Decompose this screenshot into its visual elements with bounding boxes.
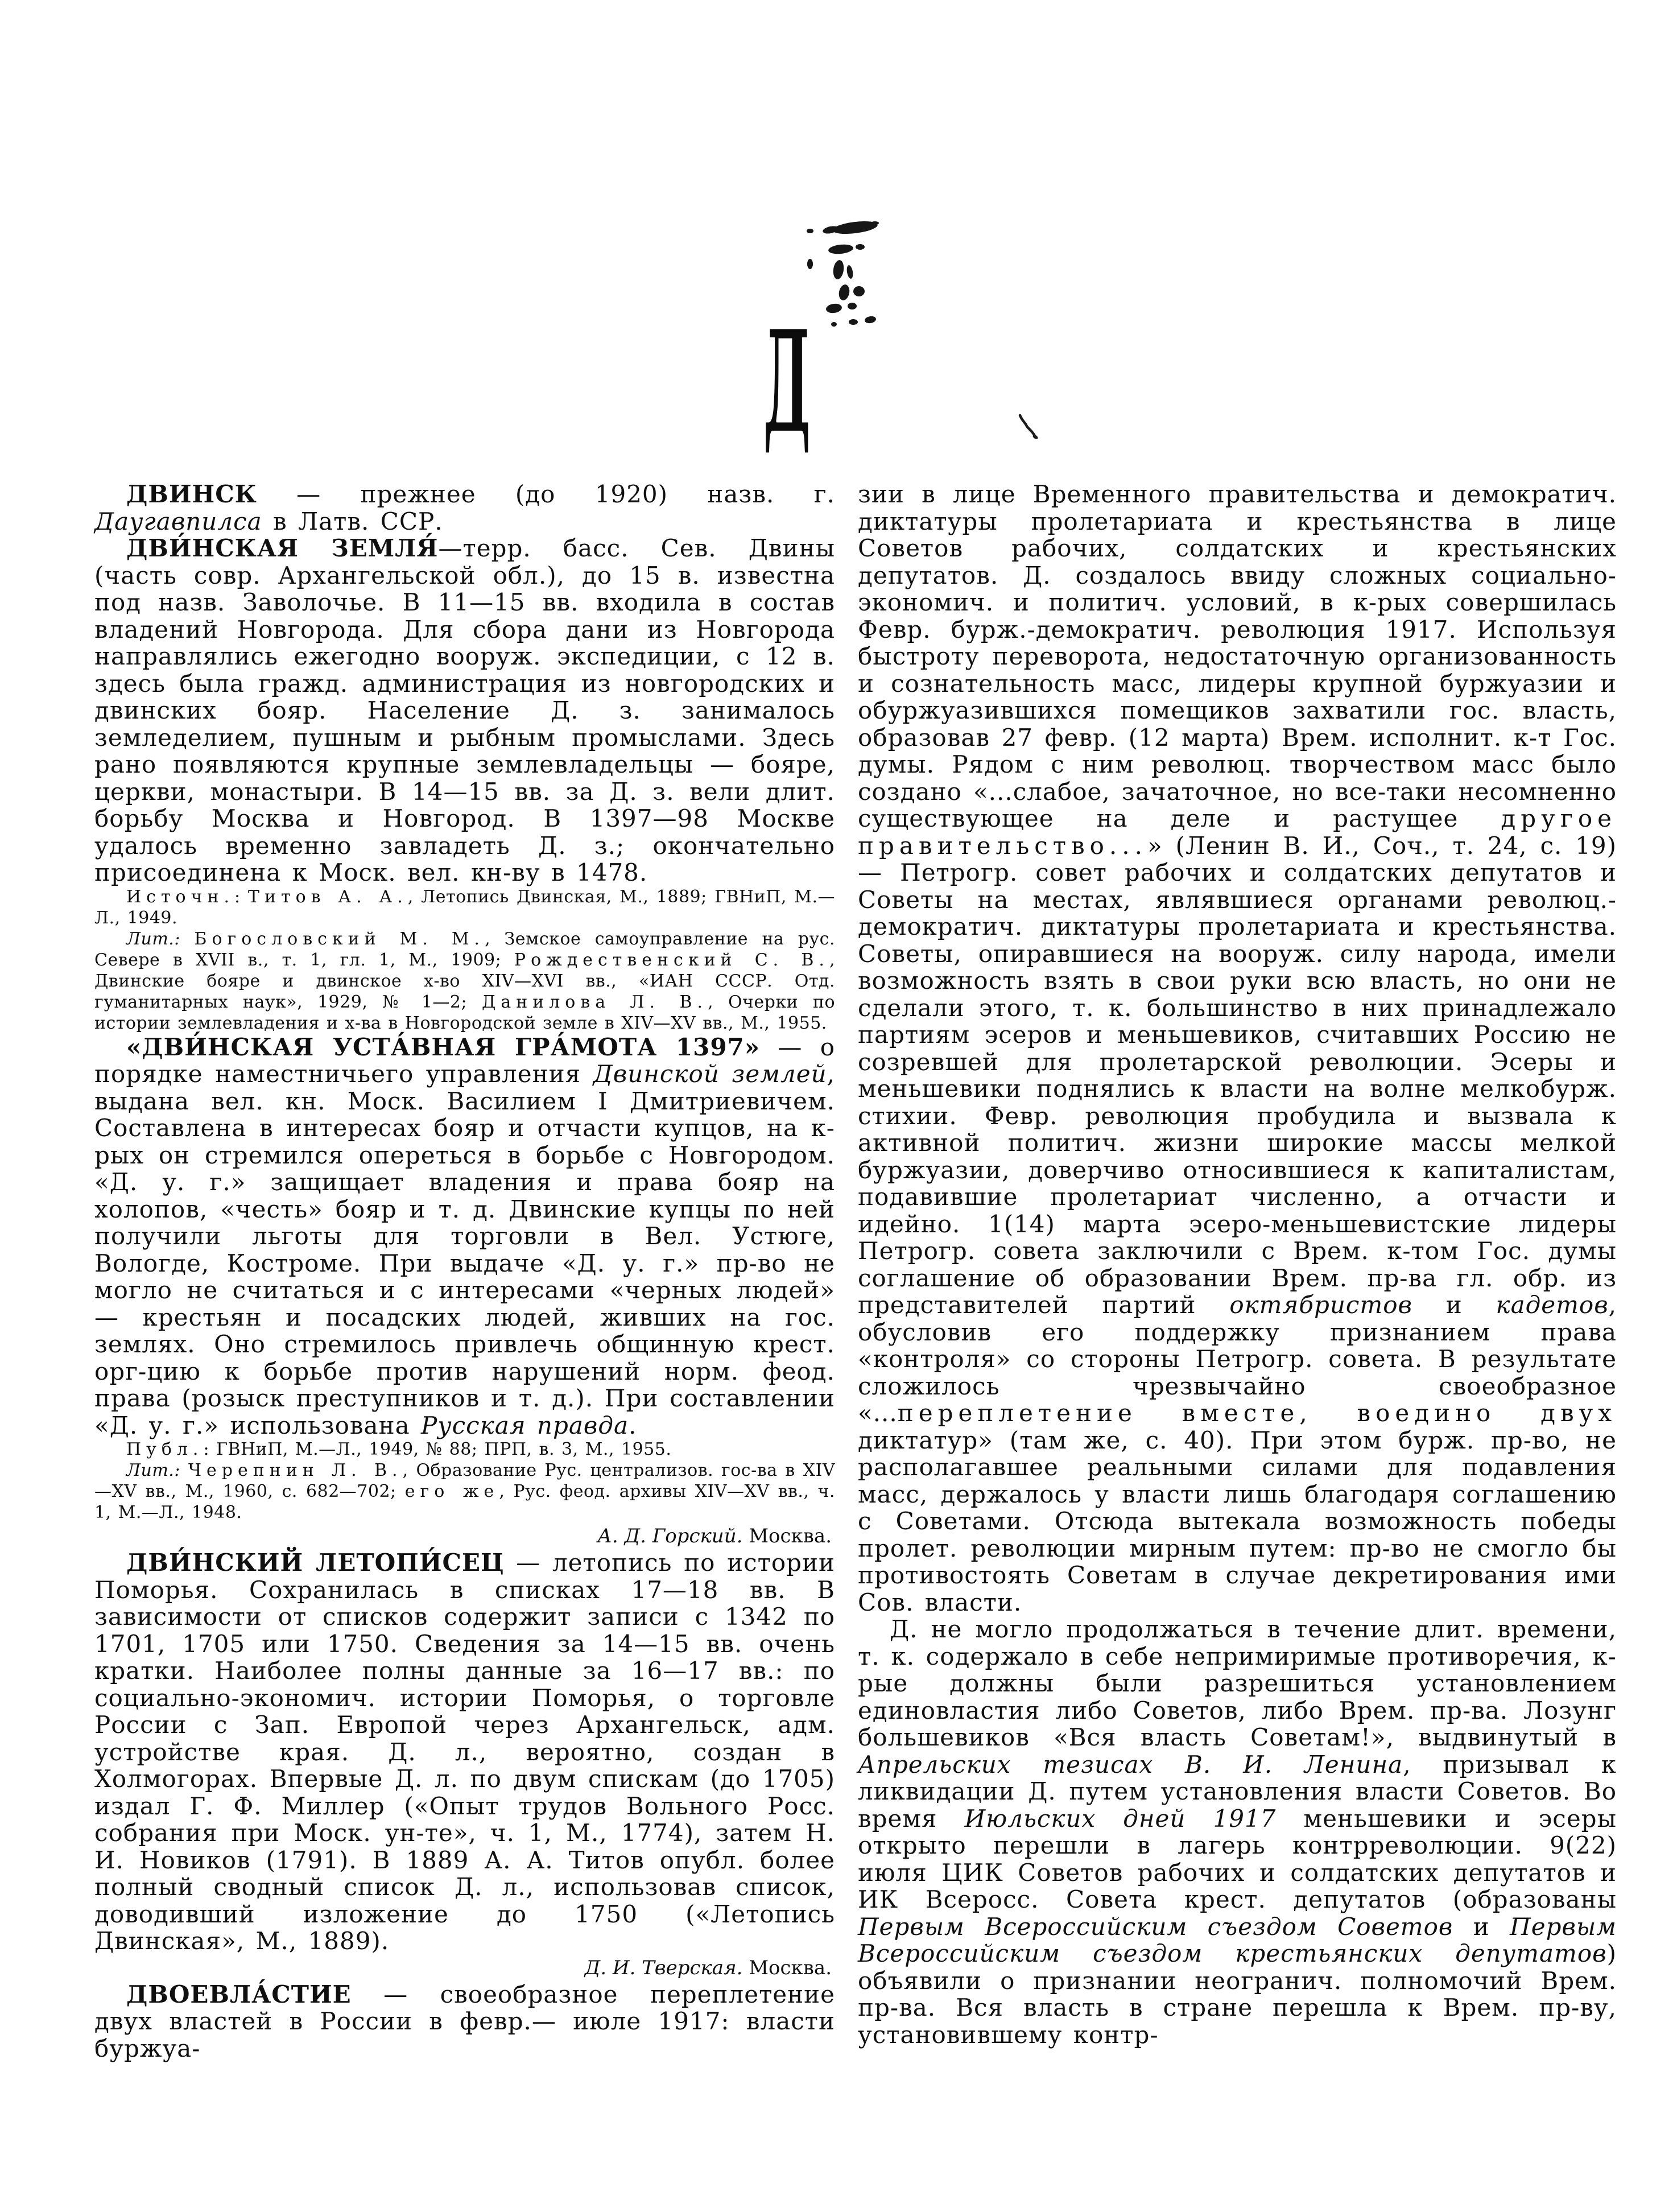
entry-headword: ДВИНСК: [126, 480, 257, 508]
text-segment: Первым Всероссийским съездом крестьянских депутатов: [858, 1912, 1617, 1967]
author-signature: [94, 1955, 835, 1981]
section-letter: Д: [763, 300, 811, 464]
entry-dvinsky-letopisets: [94, 1549, 835, 1955]
text-segment: кадетов: [1496, 1291, 1609, 1319]
text-segment: Первым Всероссийским съездом Советов: [858, 1912, 1453, 1941]
text-segment: меньшевики и эсеры открыто перешли в лагерь контрреволюции. 9(22) июля ЦИК Советов рабочих и солдатских депутатов и ИК Всеросс. Совета крест. депутатов (образованы: [858, 1804, 1617, 1913]
text-segment: , Образование Рус. централизов. гос-ва в XIV—XV вв., М., 1960, с. 682—702;: [94, 1460, 835, 1501]
entry-dvoevlastie-continuation: [858, 481, 1617, 1616]
column-right: [858, 481, 1617, 2048]
text-segment: переплетение вместе, воедино двух: [897, 1399, 1617, 1427]
text-segment: Москва.: [749, 1525, 832, 1547]
text-segment: , призывал к ликвидации Д. путем установления власти Советов. Во время: [858, 1750, 1617, 1833]
author-signature: [94, 1523, 835, 1549]
text-segment: ) объявили о признании неогранич. полномочий Врем. пр-ва. Вся власть в стране перешла к Врем. пр-ву, установившему контр-: [858, 1939, 1617, 2049]
text-segment: , Земское самоуправление на рус. Севере в XVII в., т. 1, гл. 1, М., 1909;: [94, 928, 835, 970]
text-segment: зии в лице Временного правительства и демократич. диктатуры пролетариата и крестьянства в лице Советов рабочих, солдатских и крестьянских депутатов. Д. создалось ввиду сложных социально-экономич. и политич. условий, в к-рых совершилась Февр. бурж.-демократич. революция 1917. Используя быстроту переворота, недостаточную организованность и сознательность масс, лидеры крупной буржуазии и обуржуазившихся помещиков захватили гос. власть, образовав 27 февр. (12 марта) Врем. исполнит. к-т Гос. думы. Рядом с ним революц. творчеством масс было создано «...слабое, зачаточное, но все-таки несомненно существующее на деле и растущее: [858, 480, 1617, 832]
entry-headword: «ДВИ́НСКАЯ УСТА́ВНАЯ ГРА́МОТА 1397»: [126, 1033, 761, 1061]
text-segment: Д. не могло продолжаться в течение длит. времени, т. к. содержало в себе непримиримые противоречия, к-рые должны были разрешиться установлением единовластия либо Советов, либо Врем. пр-ва. Лозунг большевиков «Вся власть Советам!», выдвинутый в: [858, 1615, 1617, 1751]
text-segment: , выдана вел. кн. Моск. Василием I Дмитриевичем. Составлена в интересах бояр и отчасти купцов, на к-рых он стремился опереться в борьбе с Новгородом. «Д. у. г.» защищает владения и права бояр на холопов, «честь» бояр и т. д. Двинские купцы по ней получили льготы для торговли в Вел. Устюге, Вологде, Костроме. При выдаче «Д. у. г.» пр-во не могло не считаться и с интересами «черных людей» — крестьян и посадских людей, живших на гос. землях. Оно стремилось привлечь общинную крест. орг-цию к борьбе против нарушений норм. феод. права (розыск преступников и т. д.). При составлении «Д. у. г.» использована: [94, 1060, 835, 1439]
literature-note: [94, 1460, 835, 1523]
entry-headword: ДВОЕВЛА́СТИЕ: [126, 1980, 352, 2008]
text-segment: — прежнее (до 1920) назв. г.: [257, 480, 835, 508]
text-segment: , Рус. феод. архивы XIV—XV вв., ч. 1, М.—Л., 1948.: [94, 1481, 835, 1522]
text-segment: и: [1412, 1291, 1496, 1319]
text-segment: диктатур» (там же, с. 40). При этом бурж. пр-во, не располагавшее реальными силами для подавления масс, держалось у власти лишь благодаря соглашению с Советами. Отсюда вытекала возможность победы пролет. революции мирным путем: пр-во не смогло бы противостоять Советам в случае декретирования ими Сов. власти.: [858, 1426, 1617, 1616]
text-segment: Лит.:: [126, 1460, 180, 1480]
text-segment: его же: [404, 1481, 499, 1501]
text-segment: и: [1453, 1912, 1510, 1941]
text-segment: Титов А. А.: [247, 886, 408, 907]
text-segment: Двинской землей: [593, 1060, 827, 1088]
text-segment: , Летопись Двинская, М., 1889; ГВНиП, М.—Л., 1949.: [94, 886, 835, 928]
column-left: [94, 481, 835, 2062]
text-segment: Русская правда: [420, 1411, 629, 1439]
ink-squiggle-icon: [1015, 413, 1043, 441]
text-segment: :: [234, 886, 248, 907]
text-segment: , обусловив его поддержку признанием права «контроля» со стороны Петрогр. совета. В результате сложилось чрезвычайно своеобразное «...: [858, 1291, 1617, 1427]
text-segment: Рождественский С. В.: [514, 950, 829, 970]
text-segment: А. Д. Горский.: [597, 1525, 749, 1547]
text-segment: другое правительство...: [858, 804, 1617, 860]
text-segment: Апрельских тезисах В. И. Ленина: [858, 1750, 1403, 1778]
sources-note: [94, 886, 835, 928]
text-segment: Июльских дней 1917: [964, 1804, 1277, 1833]
text-segment: , Двинские бояре и двинское х-во XIV—XVI вв., «ИАН СССР. Отд. гуманитарных наук», 1929, № 1—2;: [94, 950, 835, 1012]
text-segment: — летопись по истории Поморья. Сохранилась в списках 17—18 вв. В зависимости от списков содержит записи с 1342 по 1701, 1705 или 1750. Сведения за 14—15 вв. очень кратки. Наиболее полны данные за 16—17 вв.: по социально-экономич. истории Поморья, о торговле России с Зап. Европой через Архангельск, адм. устройстве края. Д. л., вероятно, создан в Холмогорах. Впервые Д. л. по двум спискам (до 1705) издал Г. Ф. Миллер («Опыт трудов Вольного Росс. собрания при Моск. ун-те», ч. 1, М., 1774), затем Н. И. Новиков (1791). В 1889 А. А. Титов опубл. более полный сводный список Д. л., использовав список, доводивший изложение до 1750 («Летопись Двинская», М., 1889).: [94, 1549, 835, 1955]
text-segment: Данилова Л. В.: [481, 992, 708, 1012]
text-segment: в Латв. ССР.: [262, 507, 443, 535]
publications-note: [94, 1439, 835, 1460]
text-segment: — своеобразное переплетение двух властей в России в февр.— июле 1917: власти буржуа-: [94, 1980, 835, 2062]
text-segment: Богословский М. М.: [194, 928, 485, 949]
text-segment: октябристов: [1229, 1291, 1412, 1319]
text-segment: » (Ленин В. И., Соч., т. 24, с. 19) — Петрогр. совет рабочих и солдатских депутатов и Советы на местах, являвшиеся органами революц.-демократич. диктатуры пролетариата и крестьянства. Советы, опиравшиеся на вооруж. силу народа, имели возможность взять в свои руки всю власть, но они не сделали этого, т. к. большинство в них принадлежало партиям эсеров и меньшевиков, считавших Россию не созревшей для пролетарской революции. Эсеры и меньшевики поднялись к власти на волне мелкобурж. стихии. Февр. революция пробудила и вызвала к активной политич. жизни широкие массы мелкой буржуазии, доверчиво относившиеся к капиталистам, подавившие пролетариат численно, а отчасти и идейно. 1(14) марта эсеро-меньшевистские лидеры Петрогр. совета заключили с Врем. к-том Гос. думы соглашение об образовании Врем. пр-ва гл. обр. из представителей партий: [858, 831, 1617, 1319]
text-segment: Москва.: [749, 1956, 832, 1979]
text-segment: Публ.: [126, 1439, 204, 1459]
text-segment: —терр. басс. Сев. Двины (часть совр. Архангельской обл.), до 15 в. известна под назв. Заволочье. В 11—15 вв. входила в состав владений Новгорода. Для сбора дани из Новгорода направлялись ежегодно вооруж. экспедиции, с 12 в. здесь была гражд. администрация из новгородских и двинских бояр. Население Д. з. занималось земледелием, пушным и рыбным промыслами. Здесь рано появляются крупные землевладельцы — бояре, церкви, монастыри. В 14—15 вв. за Д. з. вели длит. борьбу Москва и Новгород. В 1397—98 Москве удалось временно завладеть Д. з.; окончательно присоединена к Моск. вел. кн-ву в 1478.: [94, 534, 835, 886]
entry-headword: ДВИ́НСКАЯ ЗЕМЛЯ́: [126, 534, 439, 562]
text-segment: Даугавпилса: [94, 507, 262, 535]
literature-note: [94, 928, 835, 1034]
text-segment: : ГВНиП, М.—Л., 1949, № 88; ПРП, в. 3, М., 1955.: [203, 1439, 672, 1459]
text-segment: Черепнин Л. В.: [188, 1460, 403, 1480]
text-segment: , Очерки по истории землевладения и х-ва в Новгородской земле в XIV—XV вв., М., 1955.: [94, 992, 836, 1033]
entry-headword: ДВИ́НСКИЙ ЛЕТОПИ́СЕЦ: [126, 1549, 505, 1577]
entry-dvoevlastie-paragraph-2: [858, 1616, 1617, 2048]
text-segment: Д. И. Тверская.: [584, 1956, 749, 1979]
entry-dvinsk: [94, 481, 835, 535]
ink-smudge-icon: [801, 217, 892, 331]
text-segment: [180, 1460, 188, 1480]
entry-dvinskaya-ustavnaya-gramota: [94, 1034, 835, 1439]
text-segment: .: [629, 1411, 637, 1439]
entry-dvoevlastie: [94, 1981, 835, 2062]
entry-dvinskaya-zemlya: [94, 535, 835, 886]
text-segment: Источн.: [126, 886, 234, 907]
text-segment: [180, 929, 194, 949]
text-segment: Лит.:: [126, 928, 180, 949]
text-segment: — о порядке наместничьего управления: [94, 1033, 835, 1088]
